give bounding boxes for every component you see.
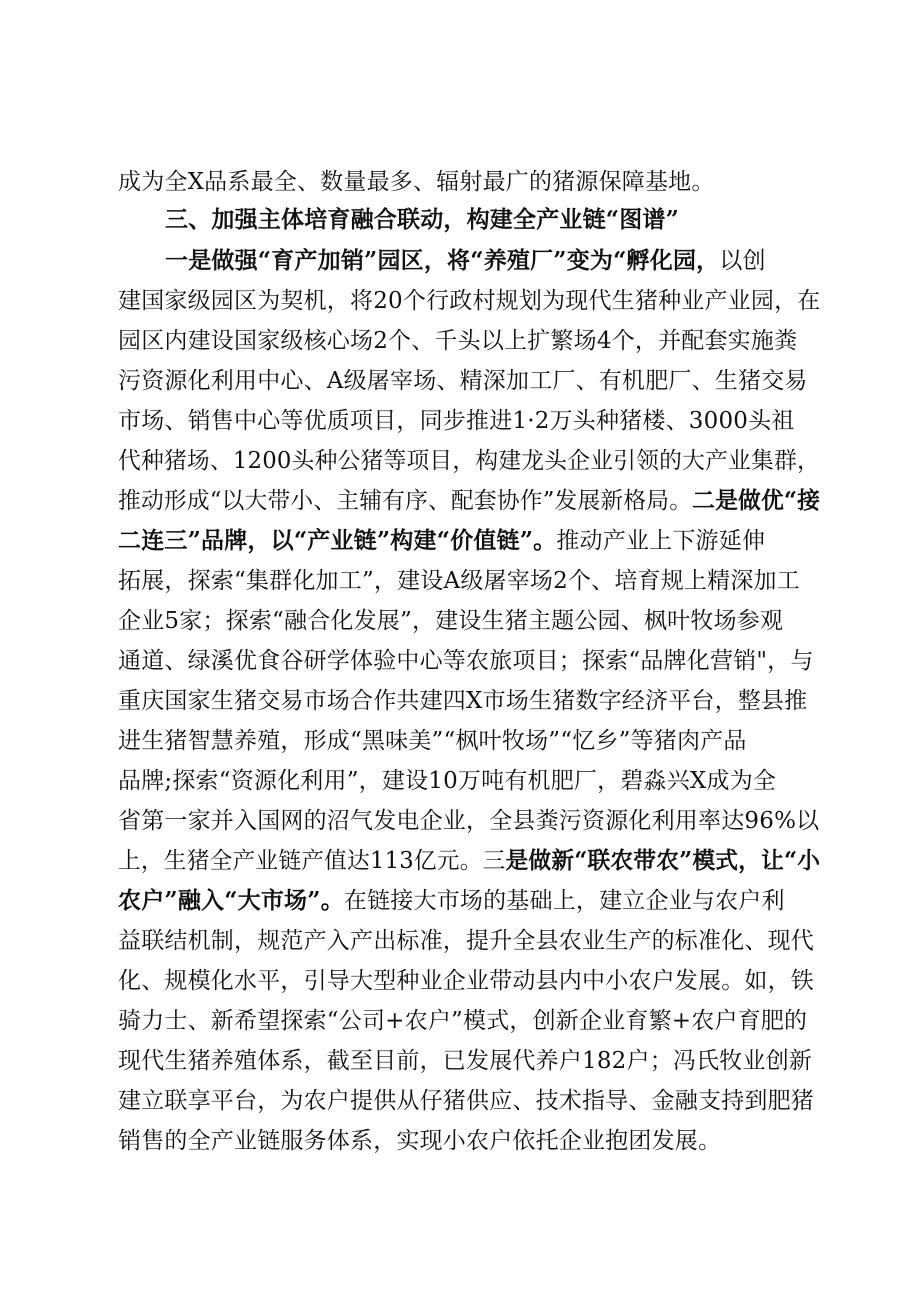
text-run: 污资源化利用中心、A级屠宰场、精深加工厂、有机肥厂、生猪交易 — [118, 368, 808, 394]
text-run: 化、规模化水平，引导大型种业企业带动县内中小农户发展。如，铁 — [118, 968, 814, 994]
text-run: 以创 — [719, 248, 766, 274]
text-line — [118, 446, 820, 476]
text-run: 建立联享平台，为农户提供从仔猪供应、技术指导、金融支持到肥猪 — [118, 1088, 814, 1114]
text-run: 通道、绿溪优食谷研学体验中心等农旅项目；探索“品牌化营销"，与 — [118, 648, 814, 674]
text-run: 骑力士、新希望探索“公司+农户”模式，创新企业育繁+农户育肥的 — [118, 1008, 808, 1034]
text-line — [118, 966, 814, 996]
text-line — [118, 686, 807, 716]
text-line — [118, 286, 820, 316]
text-run: 成为全X品系最全、数量最多、辐射最广的猪源保障基地。 — [118, 169, 715, 195]
text-run: 推动形成“以大带小、主辅有序、配套协作”发展新格局。 — [118, 488, 693, 514]
text-line — [118, 926, 814, 956]
text-run: 益联结机制，规范产入产出标准，提升全县农业生产的标准化、现代 — [118, 928, 814, 954]
text-run: 品牌;探索“资源化利用”，建设10万吨有机肥厂，碧淼兴X成为全 — [118, 768, 777, 794]
text-line — [118, 366, 808, 396]
text-run: 重庆国家生猪交易市场合作共建四X市场生猪数字经济平台，整县推 — [118, 688, 808, 714]
text-line — [118, 526, 765, 556]
text-run: 拓展，探索“集群化加工”，建设A级屠宰场2个、培育规上精深加工 — [118, 568, 800, 594]
text-run: 现代生猪养殖体系，截至目前，已发展代养户182户；冯氏牧业创新 — [118, 1048, 813, 1074]
text-run: 推动产业上下游延伸 — [556, 528, 766, 554]
text-line — [118, 1046, 812, 1076]
text-line — [118, 1086, 814, 1116]
text-line — [118, 486, 820, 516]
text-run: 上，生猪全产业链产值达113亿元。三 — [118, 848, 506, 874]
text-line — [118, 766, 776, 796]
text-line — [118, 726, 747, 756]
text-line — [118, 606, 783, 636]
text-run: 三、加强主体培育融合联动，构建全产业链“图谱” — [165, 206, 680, 233]
text-run: 园区内建设国家级核心场2个、千头以上扩繁场4个，并配套实施粪 — [118, 328, 798, 354]
text-run: 销售的全产业链服务体系，实现小农户依托企业抱团发展。 — [118, 1128, 722, 1154]
text-run: 农户”融入“大市场”。 — [118, 887, 344, 914]
text-line — [118, 566, 800, 596]
text-line — [118, 806, 819, 836]
text-run: 进生猪智慧养殖，形成“黑味美”“枫叶牧场”“忆乡”等猪肉产品 — [118, 728, 747, 754]
text-line — [118, 646, 814, 676]
text-line — [118, 406, 795, 436]
text-line — [118, 1126, 721, 1156]
text-line — [165, 246, 766, 276]
text-run: 是做新“联农带农”模式，让“小 — [505, 847, 821, 874]
text-line — [118, 1006, 807, 1036]
text-run: 代种猪场、1200头种公猪等项目，构建龙头企业引领的大产业集群， — [118, 448, 820, 474]
section-heading — [165, 205, 679, 235]
text-line — [118, 886, 785, 916]
text-run: 市场、销售中心等优质项目，同步推进1·2万头种猪楼、3000头祖 — [118, 408, 795, 434]
text-run: 企业5家；探索“融合化发展”，建设生猪主题公园、枫叶牧场参观 — [118, 608, 784, 634]
text-line — [118, 167, 715, 197]
text-line — [118, 326, 797, 356]
text-run: 省第一家并入国网的沼气发电企业，全县粪污资源化利用率达96%以 — [118, 808, 820, 834]
text-run: 二是做优“接 — [692, 487, 821, 514]
text-run: 建国家级园区为契机，将20个行政村规划为现代生猪种业产业园，在 — [118, 288, 821, 314]
text-run: 二连三”品牌，以“产业链”构建“价值链”。 — [118, 527, 557, 554]
text-run: 一是做强“育产加销”园区，将“养殖厂”变为“孵化园， — [165, 247, 720, 274]
text-line — [118, 846, 820, 876]
text-run: 在链接大市场的基础上，建立企业与农户利 — [343, 888, 785, 914]
